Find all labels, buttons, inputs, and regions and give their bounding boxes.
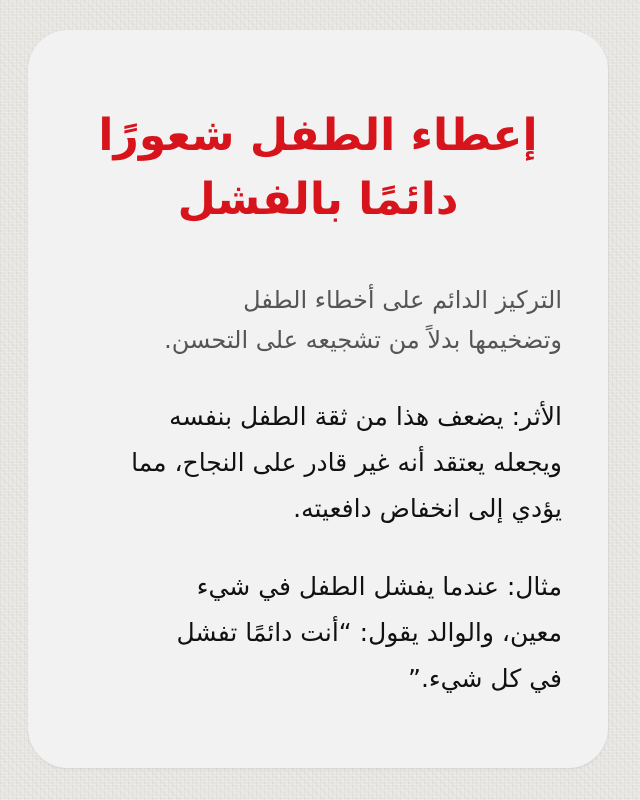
content-card: [28, 30, 608, 768]
example-paragraph: [74, 564, 562, 702]
effect-line-1: الأثر: يضعف هذا من ثقة الطفل بنفسه: [169, 402, 562, 431]
intro-line-2: وتضخيمها بدلاً من تشجيعه على التحسن.: [164, 326, 562, 354]
title-line-2: دائمًا بالفشل: [177, 174, 459, 225]
page-title: [74, 30, 562, 232]
example-line-1: مثال: عندما يفشل الطفل في شيء: [196, 572, 562, 601]
effect-paragraph: [74, 394, 562, 532]
example-line-3: في كل شيء.”: [408, 664, 562, 693]
effect-line-2: ويجعله يعتقد أنه غير قادر على النجاح، مما: [131, 448, 562, 477]
example-line-2: معين، والوالد يقول: “أنت دائمًا تفشل: [176, 618, 562, 647]
intro-line-1: التركيز الدائم على أخطاء الطفل: [243, 286, 562, 314]
title-line-1: إعطاء الطفل شعورًا: [98, 110, 538, 161]
intro-paragraph: [74, 280, 562, 360]
effect-line-3: يؤدي إلى انخفاض دافعيته.: [293, 494, 562, 523]
